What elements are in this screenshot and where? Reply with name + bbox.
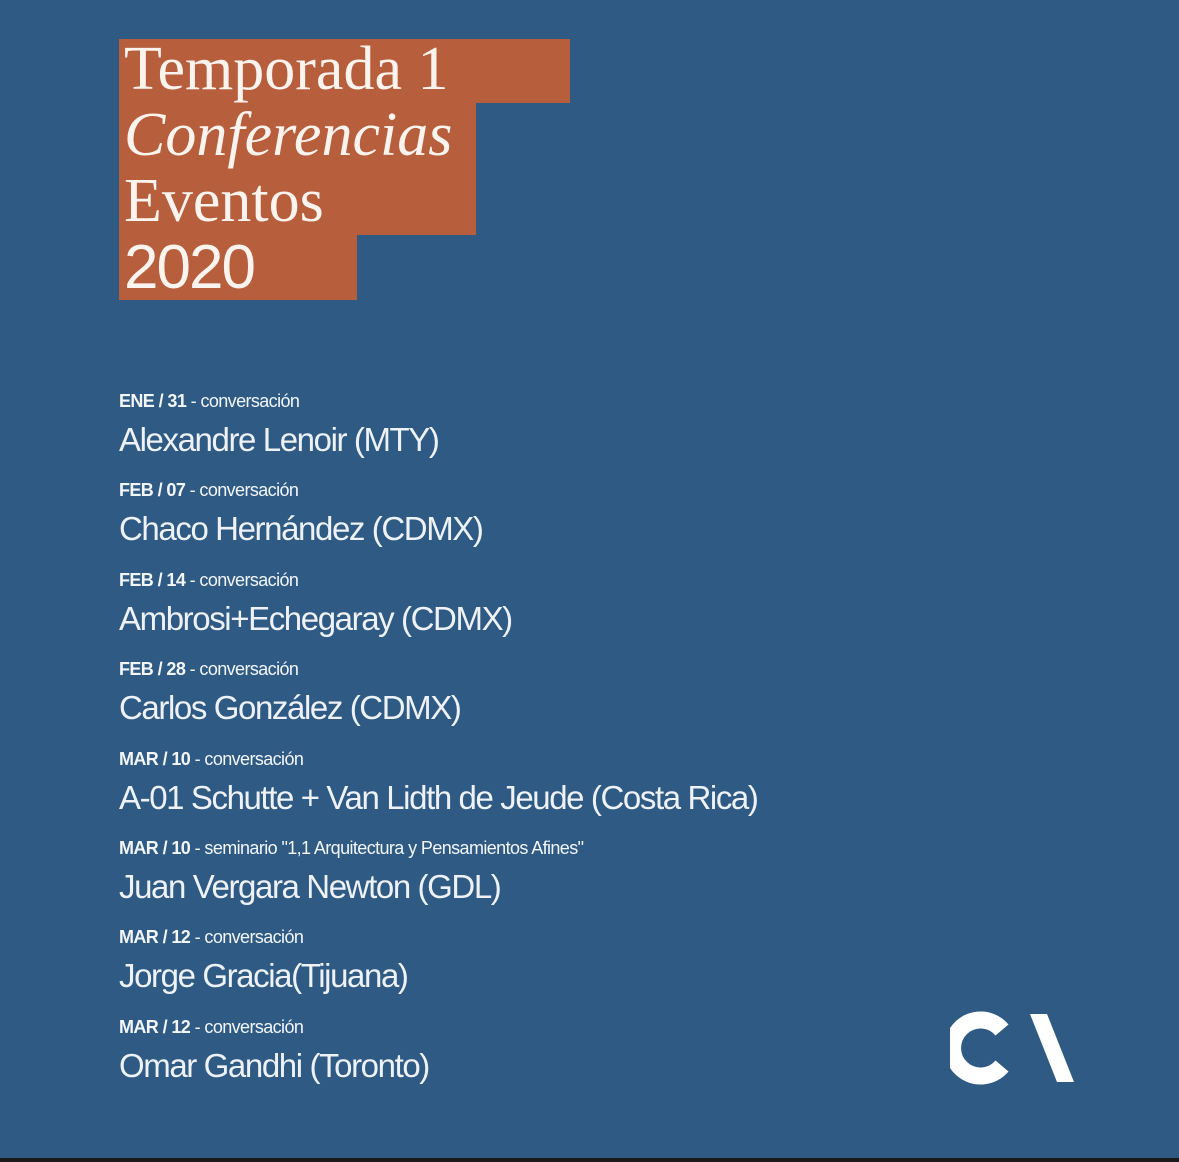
logo-backslash-shape <box>1030 1014 1074 1082</box>
title-conferences: Conferencias <box>124 101 453 169</box>
event-date: MAR / 10 <box>119 748 191 769</box>
event-speaker: A-01 Schutte + Van Lidth de Jeude (Costa Rica) <box>119 778 758 816</box>
c-backslash-logo-icon <box>950 1008 1080 1088</box>
event-meta <box>119 924 879 950</box>
event-meta <box>119 746 879 772</box>
event-type: - conversación <box>185 569 299 590</box>
bottom-border <box>0 1158 1179 1162</box>
event-item <box>119 835 879 924</box>
logo-c-shape <box>953 1020 1002 1076</box>
event-meta <box>119 567 879 593</box>
event-item <box>119 746 879 835</box>
event-type: - conversación <box>186 391 300 411</box>
event-type: - conversación <box>190 1016 304 1037</box>
event-meta <box>119 835 879 861</box>
event-meta <box>119 477 879 503</box>
event-speaker: Jorge Gracia(Tijuana) <box>119 957 408 995</box>
event-item <box>119 924 879 1013</box>
event-speaker: Ambrosi+Echegaray (CDMX) <box>119 599 512 637</box>
event-date: FEB / 07 <box>119 480 186 501</box>
event-date: MAR / 10 <box>119 837 191 858</box>
event-list <box>119 388 879 1103</box>
event-item <box>119 656 879 745</box>
event-date: FEB / 14 <box>119 569 186 590</box>
event-type: - seminario "1,1 Arquitectura y Pensamientos Afines" <box>190 837 584 858</box>
event-date: FEB / 28 <box>119 659 186 680</box>
event-type: - conversación <box>190 748 304 769</box>
event-date: ENE / 31 <box>119 391 187 411</box>
event-speaker: Omar Gandhi (Toronto) <box>119 1046 429 1084</box>
event-type: - conversación <box>190 927 304 948</box>
event-meta <box>119 656 879 682</box>
event-item <box>119 477 879 566</box>
event-speaker: Alexandre Lenoir (MTY) <box>119 421 439 458</box>
event-date: MAR / 12 <box>119 1016 191 1037</box>
event-speaker: Juan Vergara Newton (GDL) <box>119 867 501 905</box>
event-speaker: Carlos González (CDMX) <box>119 689 461 727</box>
event-item <box>119 567 879 656</box>
event-meta <box>119 1014 879 1040</box>
event-item <box>119 1014 879 1103</box>
event-type: - conversación <box>185 659 299 680</box>
event-meta <box>119 388 879 414</box>
event-date: MAR / 12 <box>119 927 191 948</box>
title-year: 2020 <box>124 233 254 302</box>
event-type: - conversación <box>185 480 299 501</box>
event-speaker: Chaco Hernández (CDMX) <box>119 510 483 548</box>
title-events: Eventos <box>124 167 324 235</box>
event-item <box>119 388 879 477</box>
title-season: Temporada 1 <box>124 35 449 103</box>
